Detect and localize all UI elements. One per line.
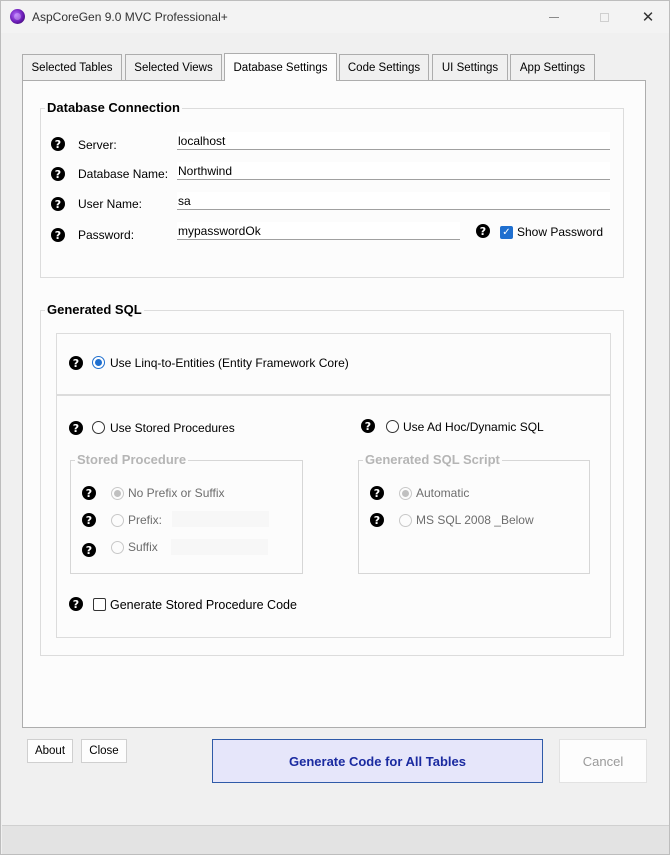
close-button[interactable]: Close — [81, 739, 127, 763]
generate-sp-code-help-icon[interactable]: ? — [69, 597, 83, 611]
stored-procedures-help-icon[interactable]: ? — [69, 421, 83, 435]
automatic-radio[interactable] — [399, 487, 412, 500]
generated-sql-legend: Generated SQL — [47, 302, 142, 317]
database-connection-legend: Database Connection — [47, 100, 180, 115]
database-name-label: Database Name: — [78, 167, 169, 181]
generate-sp-code-checkbox[interactable] — [93, 598, 106, 611]
suffix-radio[interactable] — [111, 541, 124, 554]
stored-procedures-label: Use Stored Procedures — [110, 421, 235, 435]
check-icon: ✓ — [502, 226, 511, 238]
ms-sql-help-icon[interactable]: ? — [370, 513, 384, 527]
linq-help-icon[interactable]: ? — [69, 356, 83, 370]
prefix-label: Prefix: — [128, 513, 163, 527]
no-prefix-label: No Prefix or Suffix — [128, 486, 225, 500]
generate-code-button[interactable]: Generate Code for All Tables — [212, 739, 543, 783]
minimize-button[interactable] — [531, 1, 577, 33]
database-name-help-icon[interactable]: ? — [51, 167, 65, 181]
password-label: Password: — [78, 228, 135, 242]
server-label: Server: — [78, 138, 117, 152]
close-icon: ✕ — [641, 9, 655, 26]
prefix-help-icon[interactable]: ? — [82, 513, 96, 527]
adhoc-sql-label: Use Ad Hoc/Dynamic SQL — [403, 420, 544, 434]
no-prefix-help-icon[interactable]: ? — [82, 486, 96, 500]
prefix-radio[interactable] — [111, 514, 124, 527]
automatic-label: Automatic — [416, 486, 470, 500]
ms-sql-label: MS SQL 2008 _Below — [416, 513, 534, 527]
generated-sql-script-legend: Generated SQL Script — [365, 452, 500, 467]
title-bar — [1, 1, 669, 33]
adhoc-sql-help-icon[interactable]: ? — [361, 419, 375, 433]
stored-procedure-legend: Stored Procedure — [77, 452, 187, 467]
about-button[interactable]: About — [27, 739, 73, 763]
show-password-checkbox[interactable] — [500, 226, 513, 239]
user-name-input[interactable]: sa — [177, 192, 610, 210]
suffix-label: Suffix — [128, 540, 158, 554]
minimize-icon — [549, 17, 559, 18]
no-prefix-radio[interactable] — [111, 487, 124, 500]
user-name-help-icon[interactable]: ? — [51, 197, 65, 211]
show-password-label: Show Password — [517, 225, 604, 239]
suffix-input[interactable] — [171, 539, 268, 555]
ms-sql-radio[interactable] — [399, 514, 412, 527]
tab-ui-settings[interactable]: UI Settings — [432, 54, 508, 80]
tab-selected-views[interactable]: Selected Views — [125, 54, 222, 80]
tab-selected-tables[interactable]: Selected Tables — [22, 54, 122, 80]
adhoc-sql-radio[interactable] — [386, 420, 399, 433]
generate-sp-code-label: Generate Stored Procedure Code — [110, 598, 297, 612]
database-name-input[interactable]: Northwind — [177, 162, 610, 180]
cancel-button[interactable]: Cancel — [559, 739, 647, 783]
user-name-label: User Name: — [78, 197, 143, 211]
window-close-button[interactable] — [625, 1, 670, 33]
tab-code-settings[interactable]: Code Settings — [339, 54, 429, 80]
tab-app-settings[interactable]: App Settings — [510, 54, 595, 80]
password-help-icon[interactable]: ? — [51, 228, 65, 242]
maximize-button[interactable] — [581, 1, 627, 33]
window-title: AspCoreGen 9.0 MVC Professional+ — [32, 10, 228, 24]
tab-database-settings[interactable]: Database Settings — [224, 53, 337, 81]
prefix-input[interactable] — [172, 511, 269, 527]
linq-radio[interactable] — [92, 356, 105, 369]
app-logo-icon — [10, 9, 25, 24]
status-bar — [2, 825, 669, 854]
linq-label: Use Linq-to-Entities (Entity Framework Core) — [110, 356, 349, 370]
maximize-icon — [600, 13, 609, 22]
password-input[interactable]: mypasswordOk — [177, 222, 460, 240]
suffix-help-icon[interactable]: ? — [82, 543, 96, 557]
stored-procedures-radio[interactable] — [92, 421, 105, 434]
server-help-icon[interactable]: ? — [51, 137, 65, 151]
server-input[interactable]: localhost — [177, 132, 610, 150]
show-password-help-icon[interactable]: ? — [476, 224, 490, 238]
automatic-help-icon[interactable]: ? — [370, 486, 384, 500]
